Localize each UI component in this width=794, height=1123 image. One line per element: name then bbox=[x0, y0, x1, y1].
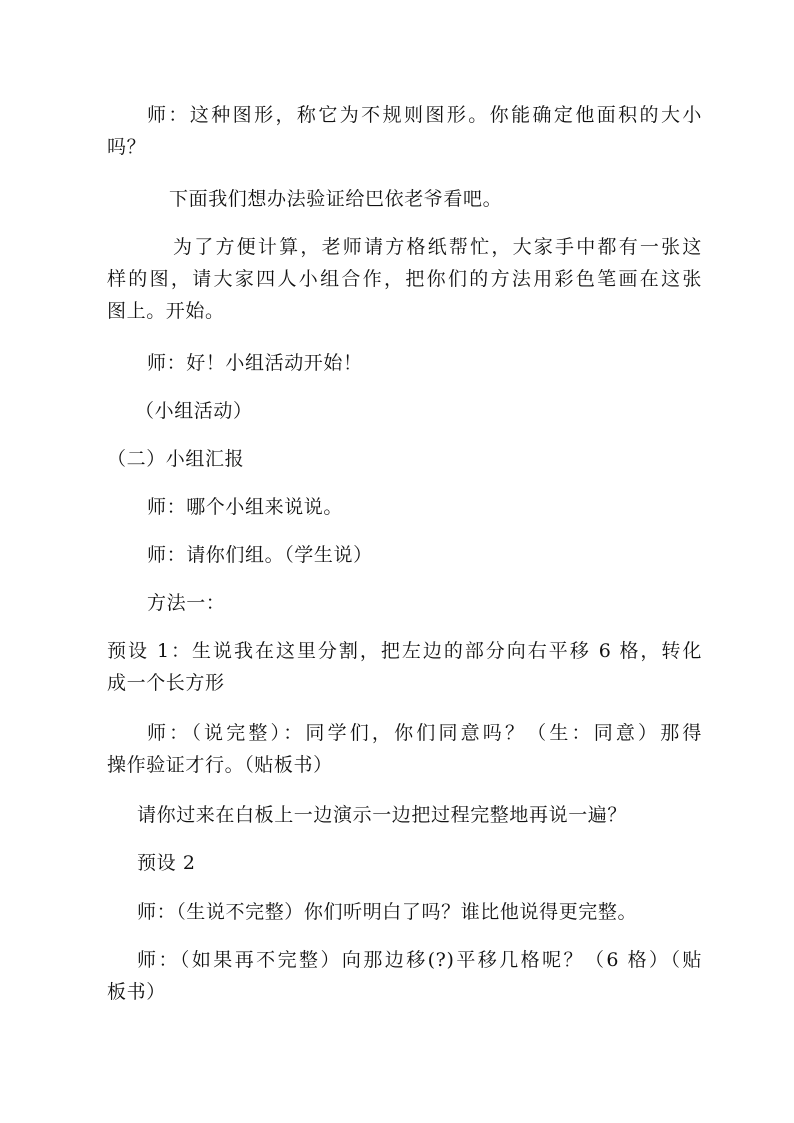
paragraph-preset-2 bbox=[107, 847, 702, 879]
paragraph-move-grid-count bbox=[107, 944, 702, 1008]
section-heading-group-report bbox=[107, 443, 702, 475]
text-line: 师：请你们组。（学生说） bbox=[147, 544, 373, 566]
paragraph-group-activity bbox=[107, 395, 702, 427]
text-line: 吗？ bbox=[107, 136, 147, 158]
text-line: 师：（说完整）：同学们，你们同意吗？（生：同意）那得 bbox=[147, 722, 702, 744]
paragraph-whiteboard-demo bbox=[107, 799, 702, 831]
text-line: 板书） bbox=[107, 981, 166, 1003]
text-line: 师：（生说不完整）你们听明白了吗？谁比他说得更完整。 bbox=[137, 901, 638, 923]
text-line: 操作验证才行。（贴板书） bbox=[107, 754, 333, 776]
paragraph-incomplete-answer bbox=[107, 896, 702, 928]
text-line: 图上。开始。 bbox=[107, 300, 225, 322]
paragraph-which-group bbox=[107, 491, 702, 523]
text-line: （二）小组汇报 bbox=[107, 448, 245, 470]
text-line: 为了方便计算，老师请方格纸帮忙，大家手中都有一张这 bbox=[173, 236, 702, 258]
text-line: 样的图，请大家四人小组合作，把你们的方法用彩色笔画在这张 bbox=[107, 268, 702, 290]
text-line: 师：（如果再不完整）向那边移(?)平移几格呢？（6 格）（贴 bbox=[137, 949, 702, 971]
paragraph-teacher-irregular-shape bbox=[107, 99, 702, 163]
text-line: 请你过来在白板上一边演示一边把过程完整地再说一遍？ bbox=[137, 804, 628, 826]
paragraph-verify-for-bayi bbox=[107, 183, 702, 215]
paragraph-teacher-agree bbox=[107, 717, 702, 781]
paragraph-grid-paper-instruction bbox=[107, 231, 702, 327]
paragraph-your-group bbox=[107, 539, 702, 571]
text-line: 师：好！小组活动开始！ bbox=[147, 352, 363, 374]
paragraph-method-one bbox=[107, 587, 702, 619]
text-line: 成一个长方形 bbox=[107, 672, 225, 694]
text-line: （小组活动） bbox=[135, 400, 253, 422]
paragraph-group-activity-start bbox=[107, 347, 702, 379]
text-line: 预设 1：生说我在这里分割，把左边的部分向右平移 6 格，转化 bbox=[107, 640, 702, 662]
text-line: 下面我们想办法验证给巴依老爷看吧。 bbox=[169, 188, 503, 210]
text-line: 方法一： bbox=[147, 592, 226, 614]
text-line: 师：哪个小组来说说。 bbox=[147, 496, 344, 518]
paragraph-preset-1 bbox=[107, 635, 702, 699]
text-line: 预设 2 bbox=[137, 852, 196, 874]
text-line: 师：这种图形，称它为不规则图形。你能确定他面积的大小 bbox=[147, 104, 702, 126]
